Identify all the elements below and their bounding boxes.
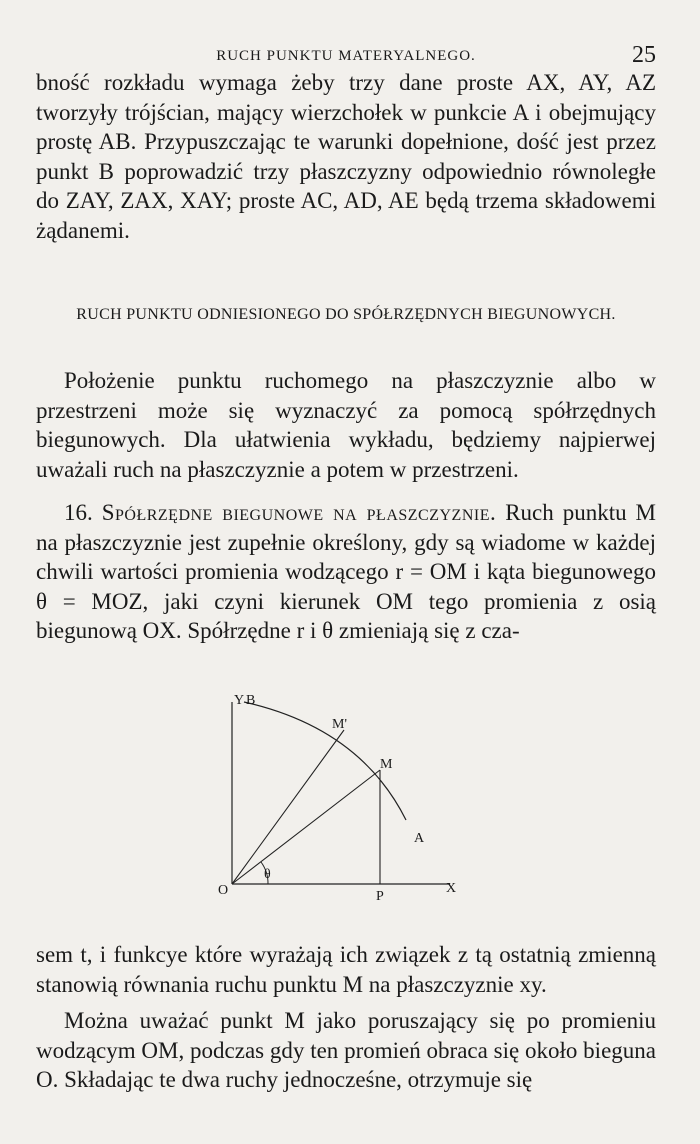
page-number: 25 <box>632 42 656 68</box>
radius-om <box>232 770 380 884</box>
label-m: M <box>380 757 393 772</box>
label-m-prime: M' <box>332 717 347 732</box>
paragraph-equations-of-motion: sem t, i funkcye które wyrażają ich związek z tą ostatnią zmienną stanowią równania ruchu punktu M na płaszczyznie xy. <box>36 942 656 997</box>
running-head: RUCH PUNKTU MATERYALNEGO. <box>216 48 476 64</box>
paragraph-continuation: bność rozkładu wymaga żeby trzy dane proste AX, AY, AZ tworzyły trójścian, mający wierzchołek w punkcie A i obejmujący prostę AB. Przypuszczając te warunki dopełnione, dość jest przez punkt B poprowadzić trzy płaszczyzny odpowiednio równoległe do ZAY, ZAX, XAY; proste AC, AD, AE będą trzema składowemi żądanemi. <box>36 70 656 243</box>
section-title: Spółrzędne biegunowe na płaszczyznie. <box>101 500 497 525</box>
label-theta: θ <box>264 867 271 882</box>
section-heading: RUCH PUNKTU ODNIESIONEGO DO SPÓŁRZĘDNYCH BIEGUNOWYCH. <box>76 306 616 323</box>
label-p: P <box>376 889 384 904</box>
section-text: Ruch punktu M na płaszczyznie jest zupełnie określony, gdy są wiadome w każdej chwili wartości promienia wodzącego r = OM i kąta biegunowego θ = MOZ, jaki czyni kierunek OM tego promienia z osią biegunową OX. Spółrzędne r i θ zmieniają się z cza- <box>36 500 656 643</box>
radius-om-prime <box>232 730 344 884</box>
paragraph-section-16 <box>36 498 656 646</box>
label-a: A <box>414 831 425 846</box>
figure-diagram <box>210 688 470 910</box>
label-x: X <box>446 881 457 896</box>
paragraph-intro: Położenie punktu ruchomego na płaszczyznie albo w przestrzeni może się wyznaczyć za pomocą spółrzędnych biegunowych. Dla ułatwienia wykładu, będziemy najpierwej uważali ruch na płaszczyznie a potem w przestrzeni. <box>36 368 656 482</box>
label-y: Y <box>234 693 245 708</box>
polar-coordinates-figure <box>210 688 470 910</box>
section-number: 16. <box>64 500 93 525</box>
paragraph-radius-rotation: Można uważać punkt M jako poruszający się po promieniu wodzącym OM, podczas gdy ten promień obraca się około bieguna O. Składając te dwa ruchy jednocześne, otrzymuje się <box>36 1008 656 1092</box>
label-b: B <box>246 693 256 708</box>
label-o: O <box>218 883 229 898</box>
